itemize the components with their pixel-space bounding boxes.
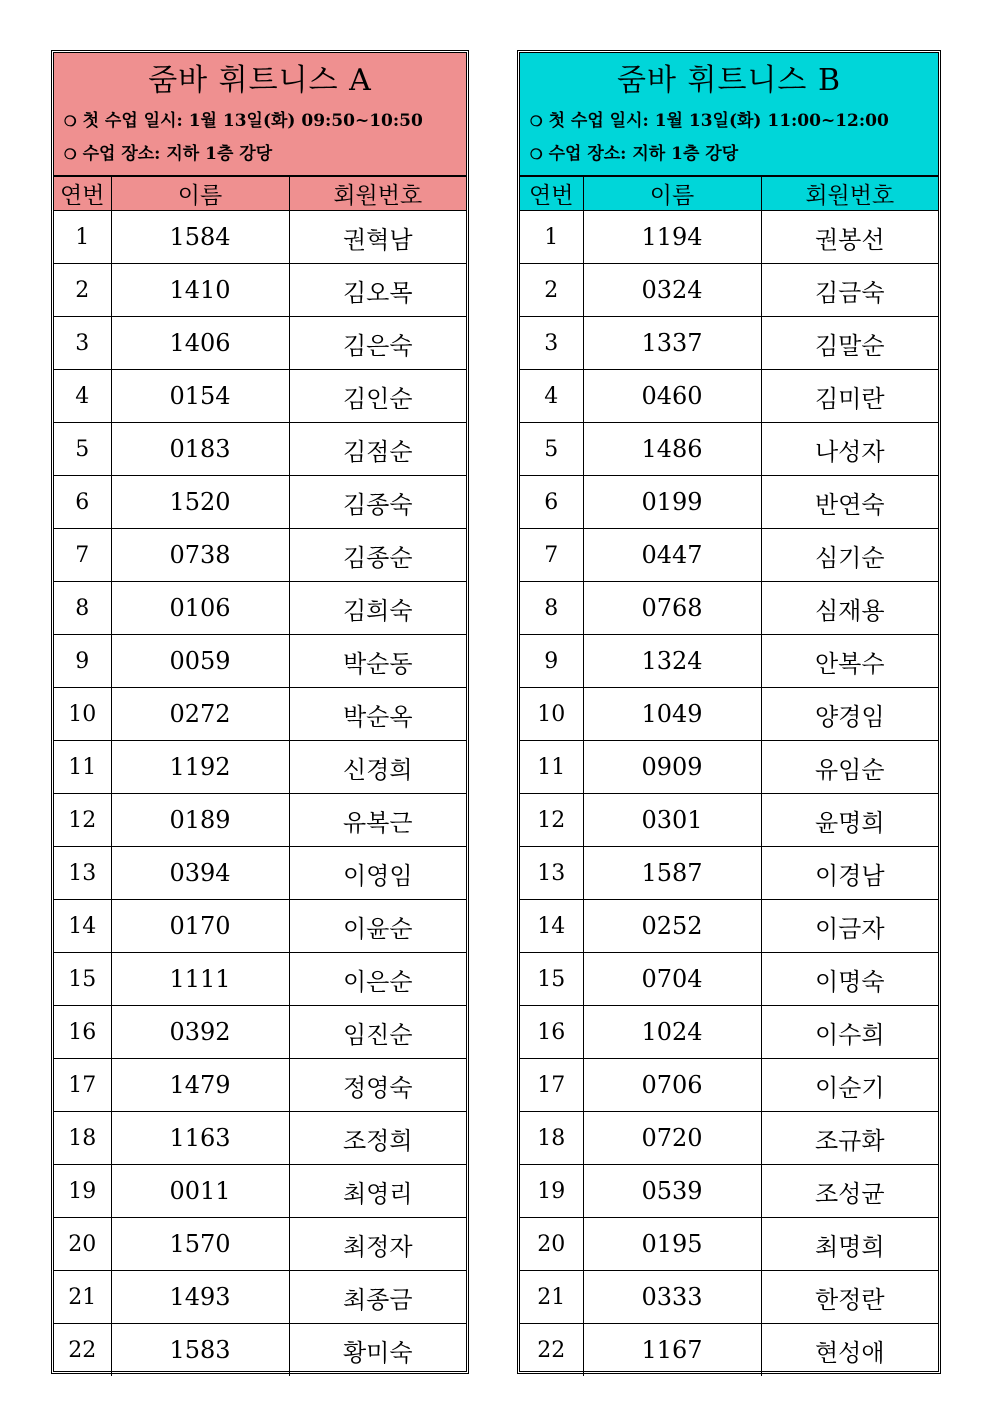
table-row bbox=[54, 1218, 466, 1271]
row-number: 7 bbox=[54, 529, 111, 582]
row-member-id: 김인순 bbox=[289, 370, 466, 423]
table-row bbox=[520, 741, 938, 794]
row-member-id: 나성자 bbox=[761, 423, 938, 476]
row-member-id: 심재용 bbox=[761, 582, 938, 635]
row-member-id: 현성애 bbox=[761, 1324, 938, 1377]
row-number: 5 bbox=[54, 423, 111, 476]
table-row bbox=[54, 741, 466, 794]
row-member-id: 이명숙 bbox=[761, 953, 938, 1006]
row-name: 0183 bbox=[111, 423, 289, 476]
row-member-id: 이윤순 bbox=[289, 900, 466, 953]
row-name: 0909 bbox=[583, 741, 761, 794]
row-name: 1406 bbox=[111, 317, 289, 370]
row-number: 15 bbox=[520, 953, 583, 1006]
class-a-header bbox=[54, 53, 466, 176]
row-number: 22 bbox=[520, 1324, 583, 1377]
row-number: 4 bbox=[520, 370, 583, 423]
class-a-schedule bbox=[54, 105, 466, 138]
table-row bbox=[520, 847, 938, 900]
row-member-id: 황미숙 bbox=[289, 1324, 466, 1377]
column-header-number: 연번 bbox=[54, 177, 111, 211]
table-row bbox=[54, 1006, 466, 1059]
row-member-id: 김희숙 bbox=[289, 582, 466, 635]
table-row bbox=[520, 794, 938, 847]
row-number: 9 bbox=[54, 635, 111, 688]
table-row bbox=[520, 688, 938, 741]
row-member-id: 임진순 bbox=[289, 1006, 466, 1059]
table-row bbox=[54, 1059, 466, 1112]
row-name: 0738 bbox=[111, 529, 289, 582]
row-member-id: 권봉선 bbox=[761, 211, 938, 264]
row-number: 22 bbox=[54, 1324, 111, 1377]
row-name: 0706 bbox=[583, 1059, 761, 1112]
row-number: 3 bbox=[54, 317, 111, 370]
row-name: 1194 bbox=[583, 211, 761, 264]
row-name: 0189 bbox=[111, 794, 289, 847]
row-name: 1486 bbox=[583, 423, 761, 476]
column-header-name: 이름 bbox=[111, 177, 289, 211]
row-number: 16 bbox=[520, 1006, 583, 1059]
row-member-id: 권혁남 bbox=[289, 211, 466, 264]
row-member-id: 심기순 bbox=[761, 529, 938, 582]
row-member-id: 김종순 bbox=[289, 529, 466, 582]
table-row bbox=[54, 317, 466, 370]
class-b-header bbox=[520, 53, 938, 176]
table-row bbox=[520, 476, 938, 529]
row-number: 1 bbox=[520, 211, 583, 264]
row-member-id: 최종금 bbox=[289, 1271, 466, 1324]
table-row bbox=[54, 847, 466, 900]
row-name: 1479 bbox=[111, 1059, 289, 1112]
table-row bbox=[520, 264, 938, 317]
circle-bullet-icon: ❍ bbox=[64, 147, 77, 163]
row-member-id: 이순기 bbox=[761, 1059, 938, 1112]
row-name: 0154 bbox=[111, 370, 289, 423]
row-name: 1583 bbox=[111, 1324, 289, 1377]
table-row bbox=[54, 1165, 466, 1218]
row-number: 20 bbox=[520, 1218, 583, 1271]
table-row bbox=[520, 1218, 938, 1271]
table-row bbox=[54, 900, 466, 953]
row-number: 13 bbox=[520, 847, 583, 900]
class-a-location-text: 수업 장소: 지하 1층 강당 bbox=[82, 144, 273, 164]
row-name: 0199 bbox=[583, 476, 761, 529]
row-name: 0011 bbox=[111, 1165, 289, 1218]
table-row bbox=[520, 635, 938, 688]
table-row bbox=[520, 1006, 938, 1059]
table-row bbox=[54, 1324, 466, 1377]
row-number: 20 bbox=[54, 1218, 111, 1271]
row-number: 7 bbox=[520, 529, 583, 582]
table-row bbox=[54, 953, 466, 1006]
column-header-member-id: 회원번호 bbox=[289, 177, 466, 211]
column-header-number: 연번 bbox=[520, 177, 583, 211]
row-name: 1049 bbox=[583, 688, 761, 741]
row-name: 1493 bbox=[111, 1271, 289, 1324]
table-row bbox=[54, 476, 466, 529]
row-number: 9 bbox=[520, 635, 583, 688]
class-a-roster-table bbox=[54, 176, 466, 1376]
row-number: 11 bbox=[54, 741, 111, 794]
table-row bbox=[54, 370, 466, 423]
row-member-id: 박순동 bbox=[289, 635, 466, 688]
row-number: 13 bbox=[54, 847, 111, 900]
row-member-id: 김은숙 bbox=[289, 317, 466, 370]
class-b-schedule bbox=[520, 105, 938, 138]
table-row bbox=[54, 264, 466, 317]
row-name: 0333 bbox=[583, 1271, 761, 1324]
table-header-row bbox=[520, 177, 938, 211]
row-member-id: 이수희 bbox=[761, 1006, 938, 1059]
row-name: 0394 bbox=[111, 847, 289, 900]
row-number: 10 bbox=[520, 688, 583, 741]
table-row bbox=[54, 635, 466, 688]
table-row bbox=[54, 529, 466, 582]
row-name: 0252 bbox=[583, 900, 761, 953]
row-number: 5 bbox=[520, 423, 583, 476]
row-number: 1 bbox=[54, 211, 111, 264]
table-row bbox=[520, 900, 938, 953]
table-row bbox=[54, 1112, 466, 1165]
row-member-id: 최명희 bbox=[761, 1218, 938, 1271]
row-member-id: 조성균 bbox=[761, 1165, 938, 1218]
class-a-schedule-text: 첫 수업 일시: 1월 13일(화) 09:50~10:50 bbox=[82, 111, 423, 131]
row-name: 1111 bbox=[111, 953, 289, 1006]
class-a-title: 줌바 휘트니스 A bbox=[148, 63, 372, 98]
table-row bbox=[520, 582, 938, 635]
row-member-id: 김미란 bbox=[761, 370, 938, 423]
row-name: 1410 bbox=[111, 264, 289, 317]
circle-bullet-icon: ❍ bbox=[530, 114, 543, 130]
table-row bbox=[54, 423, 466, 476]
row-name: 0768 bbox=[583, 582, 761, 635]
row-name: 1570 bbox=[111, 1218, 289, 1271]
row-number: 11 bbox=[520, 741, 583, 794]
row-number: 19 bbox=[54, 1165, 111, 1218]
row-member-id: 김말순 bbox=[761, 317, 938, 370]
row-number: 21 bbox=[54, 1271, 111, 1324]
class-b-title: 줌바 휘트니스 B bbox=[617, 63, 841, 98]
row-member-id: 이금자 bbox=[761, 900, 938, 953]
class-a-panel bbox=[51, 50, 469, 1374]
row-name: 0447 bbox=[583, 529, 761, 582]
table-row bbox=[520, 1324, 938, 1377]
row-name: 0392 bbox=[111, 1006, 289, 1059]
table-row bbox=[520, 1112, 938, 1165]
column-header-member-id: 회원번호 bbox=[761, 177, 938, 211]
class-a-location bbox=[54, 138, 466, 171]
row-name: 1024 bbox=[583, 1006, 761, 1059]
row-number: 8 bbox=[520, 582, 583, 635]
table-row bbox=[54, 688, 466, 741]
row-number: 12 bbox=[520, 794, 583, 847]
row-name: 0059 bbox=[111, 635, 289, 688]
row-number: 8 bbox=[54, 582, 111, 635]
row-member-id: 양경임 bbox=[761, 688, 938, 741]
row-name: 1584 bbox=[111, 211, 289, 264]
row-number: 18 bbox=[54, 1112, 111, 1165]
row-number: 21 bbox=[520, 1271, 583, 1324]
row-number: 4 bbox=[54, 370, 111, 423]
row-number: 17 bbox=[520, 1059, 583, 1112]
row-member-id: 김점순 bbox=[289, 423, 466, 476]
table-row bbox=[520, 423, 938, 476]
row-name: 0324 bbox=[583, 264, 761, 317]
row-number: 15 bbox=[54, 953, 111, 1006]
row-name: 1192 bbox=[111, 741, 289, 794]
table-row bbox=[54, 582, 466, 635]
row-member-id: 최정자 bbox=[289, 1218, 466, 1271]
table-row bbox=[520, 1165, 938, 1218]
table-header-row bbox=[54, 177, 466, 211]
row-number: 6 bbox=[54, 476, 111, 529]
row-member-id: 윤명희 bbox=[761, 794, 938, 847]
row-name: 0272 bbox=[111, 688, 289, 741]
row-member-id: 김금숙 bbox=[761, 264, 938, 317]
class-b-panel bbox=[517, 50, 941, 1374]
row-name: 0170 bbox=[111, 900, 289, 953]
class-b-schedule-text: 첫 수업 일시: 1월 13일(화) 11:00~12:00 bbox=[548, 111, 889, 131]
table-row bbox=[520, 370, 938, 423]
row-member-id: 한정란 bbox=[761, 1271, 938, 1324]
table-row bbox=[54, 1271, 466, 1324]
row-name: 0539 bbox=[583, 1165, 761, 1218]
row-name: 1337 bbox=[583, 317, 761, 370]
class-b-location-text: 수업 장소: 지하 1층 강당 bbox=[548, 144, 739, 164]
row-name: 0704 bbox=[583, 953, 761, 1006]
row-name: 1167 bbox=[583, 1324, 761, 1377]
row-name: 0460 bbox=[583, 370, 761, 423]
table-row bbox=[520, 317, 938, 370]
row-number: 10 bbox=[54, 688, 111, 741]
row-member-id: 안복수 bbox=[761, 635, 938, 688]
row-number: 12 bbox=[54, 794, 111, 847]
row-name: 0720 bbox=[583, 1112, 761, 1165]
row-member-id: 반연숙 bbox=[761, 476, 938, 529]
column-header-name: 이름 bbox=[583, 177, 761, 211]
circle-bullet-icon: ❍ bbox=[530, 147, 543, 163]
row-member-id: 이영임 bbox=[289, 847, 466, 900]
row-member-id: 유복근 bbox=[289, 794, 466, 847]
row-number: 2 bbox=[54, 264, 111, 317]
class-b-roster-table bbox=[520, 176, 938, 1376]
row-name: 0195 bbox=[583, 1218, 761, 1271]
table-row bbox=[520, 1271, 938, 1324]
circle-bullet-icon: ❍ bbox=[64, 114, 77, 130]
row-member-id: 이경남 bbox=[761, 847, 938, 900]
row-member-id: 김오목 bbox=[289, 264, 466, 317]
row-member-id: 조규화 bbox=[761, 1112, 938, 1165]
row-number: 2 bbox=[520, 264, 583, 317]
row-name: 0106 bbox=[111, 582, 289, 635]
row-member-id: 최영리 bbox=[289, 1165, 466, 1218]
row-number: 17 bbox=[54, 1059, 111, 1112]
row-number: 19 bbox=[520, 1165, 583, 1218]
table-row bbox=[54, 211, 466, 264]
row-number: 3 bbox=[520, 317, 583, 370]
table-row bbox=[520, 529, 938, 582]
row-member-id: 정영숙 bbox=[289, 1059, 466, 1112]
row-number: 6 bbox=[520, 476, 583, 529]
table-row bbox=[520, 1059, 938, 1112]
class-b-location bbox=[520, 138, 938, 171]
table-row bbox=[520, 211, 938, 264]
table-row bbox=[54, 794, 466, 847]
row-name: 1520 bbox=[111, 476, 289, 529]
row-member-id: 유임순 bbox=[761, 741, 938, 794]
row-member-id: 박순옥 bbox=[289, 688, 466, 741]
row-member-id: 신경희 bbox=[289, 741, 466, 794]
table-row bbox=[520, 953, 938, 1006]
row-name: 1587 bbox=[583, 847, 761, 900]
row-name: 1324 bbox=[583, 635, 761, 688]
row-member-id: 김종숙 bbox=[289, 476, 466, 529]
row-member-id: 조정희 bbox=[289, 1112, 466, 1165]
row-number: 14 bbox=[520, 900, 583, 953]
row-name: 0301 bbox=[583, 794, 761, 847]
row-number: 16 bbox=[54, 1006, 111, 1059]
row-number: 14 bbox=[54, 900, 111, 953]
row-number: 18 bbox=[520, 1112, 583, 1165]
row-name: 1163 bbox=[111, 1112, 289, 1165]
row-member-id: 이은순 bbox=[289, 953, 466, 1006]
